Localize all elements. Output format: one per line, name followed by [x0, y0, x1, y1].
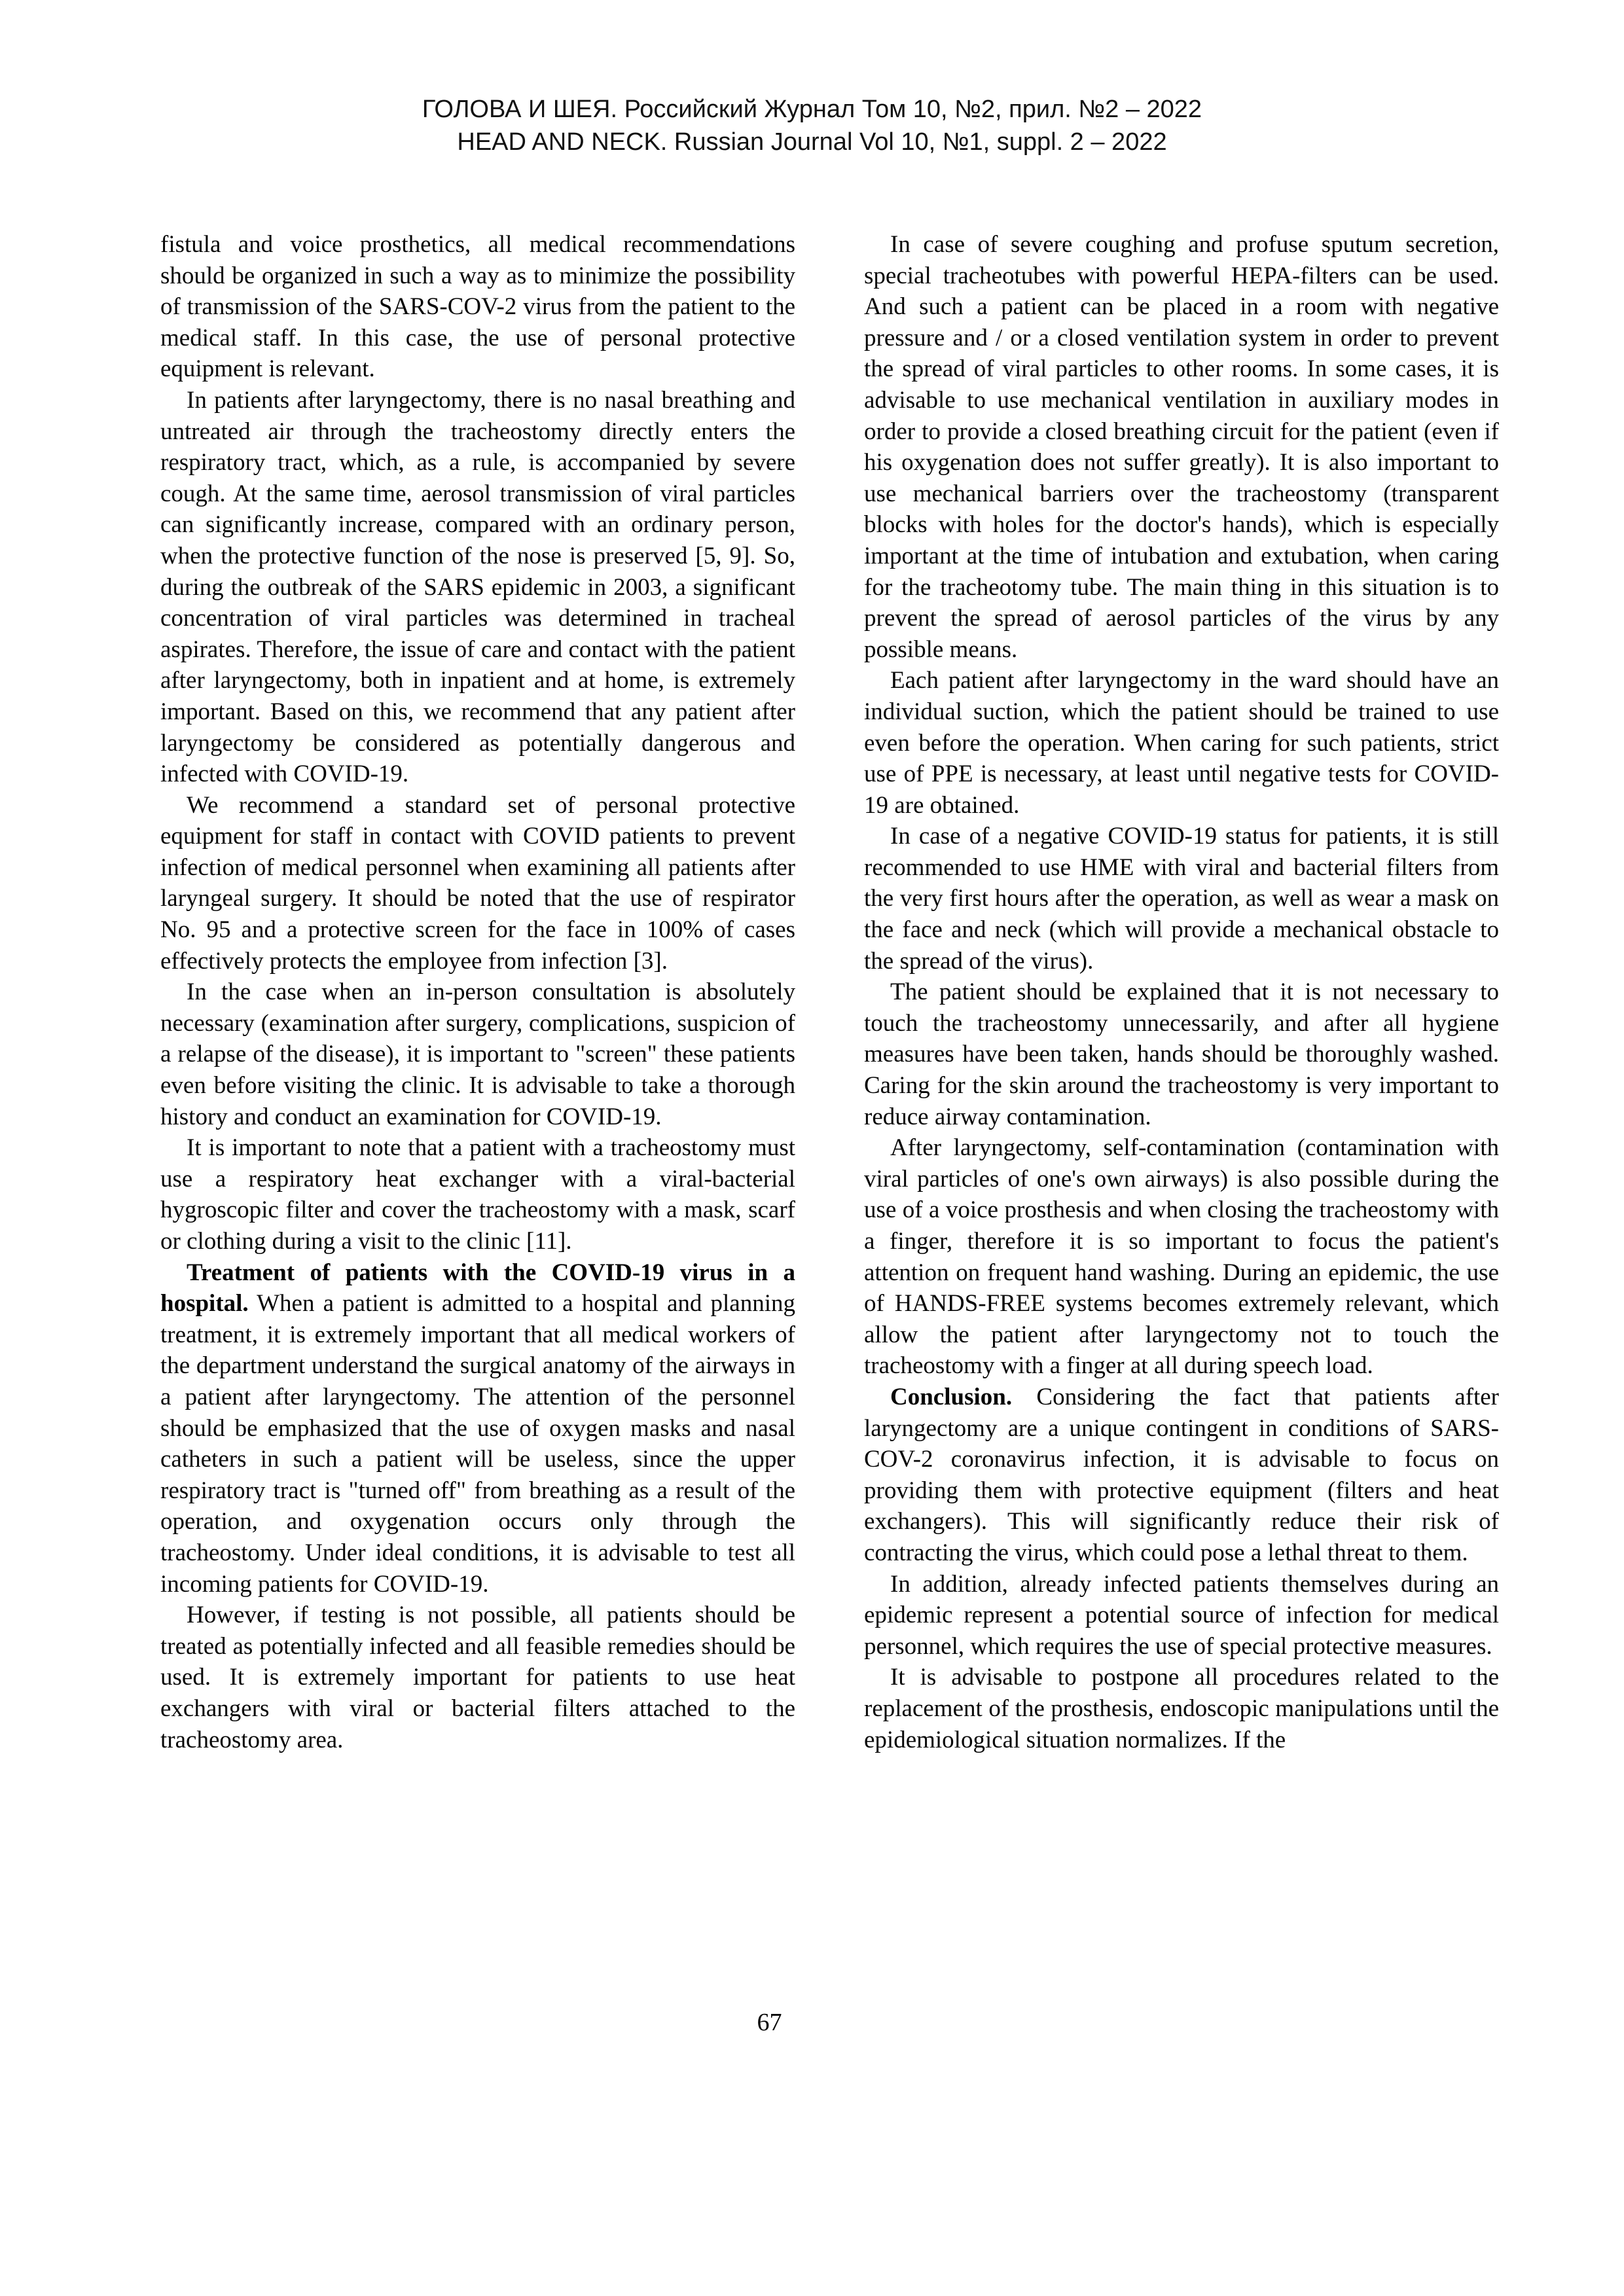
paragraph	[864, 1569, 1499, 1662]
header-line-ru: ГОЛОВА И ШЕЯ. Российский Журнал Том 10, №2, прил. №2 – 2022	[422, 96, 1202, 123]
text-run: Considering the fact that patients after laryngectomy are a unique contingent in conditions of SARS-COV-2 coronavirus infection, it is advisable to focus on providing them with protective equipment (filters and heat exchangers). This will significantly reduce their risk of contracting the virus, which could pose a lethal threat to them.	[864, 1383, 1499, 1566]
paragraph	[864, 1662, 1499, 1755]
text-run: In case of a negative COVID-19 status for patients, it is still recommended to use HME with viral and bacterial filters from the very first hours after the operation, as well as wear a mask on the face and neck (which will provide a mechanical obstacle to the spread of the virus).	[864, 823, 1499, 975]
paragraph	[864, 821, 1499, 977]
text-run: However, if testing is not possible, all patients should be treated as potentially infected and all feasible remedies should be used. It is extremely important for patients to use heat exchangers with viral or bacterial filters attached to the tracheostomy area.	[160, 1602, 795, 1753]
text-run: In addition, already infected patients themselves during an epidemic represent a potential source of infection for medical personnel, which requires the use of special protective measures.	[864, 1570, 1499, 1660]
text-run: After laryngectomy, self-contamination (contamination with viral particles of one's own airways) is also possible during the use of a voice prosthesis and when closing the tracheostomy with a finger, therefore it is so important to focus the patient's attention on frequent hand washing. During an epidemic, the use of HANDS-FREE systems becomes extremely relevant, which allow the patient after laryngectomy not to touch the tracheostomy with a finger at all during speech load.	[864, 1134, 1499, 1380]
text-run: fistula and voice prosthetics, all medical recommendations should be organized in such a way as to minimize the possibility of transmission of the SARS-COV-2 virus from the patient to the medical staff. In this case, the use of personal protective equipment is relevant.	[160, 231, 795, 383]
paragraph	[864, 1382, 1499, 1569]
text-run: Each patient after laryngectomy in the ward should have an individual suction, which the patient should be trained to use even before the operation. When caring for such patients, strict use of PPE is necessary, at least until negative tests for COVID-19 are obtained.	[864, 667, 1499, 819]
text-run: In case of severe coughing and profuse sputum secretion, special tracheotubes with powerful HEPA-filters can be used. And such a patient can be placed in a room with negative pressure and / or a closed ventilation system in order to prevent the spread of viral particles to other rooms. In some cases, it is advisable to use mechanical ventilation in auxiliary modes in order to provide a closed breathing circuit for the patient (even if his oxygenation does not suffer greatly). It is also important to use mechanical barriers over the tracheostomy (transparent blocks with holes for the doctor's hands), which is especially important at the time of intubation and extubation, when caring for the tracheotomy tube. The main thing in this situation is to prevent the spread of aerosol particles of the virus by any possible means.	[864, 231, 1499, 663]
text-run: In patients after laryngectomy, there is no nasal breathing and untreated air through the tracheostomy directly enters the respiratory tract, which, as a rule, is accompanied by severe cough. At the same time, aerosol transmission of viral particles can significantly increase, compared with an ordinary person, when the protective function of the nose is preserved [5, 9]. So, during the outbreak of the SARS epidemic in 2003, a significant concentration of viral particles was determined in tracheal aspirates. Therefore, the issue of care and contact with the patient after laryngectomy, both in inpatient and at home, is extremely important. Based on this, we recommend that any patient after laryngectomy be considered as potentially dangerous and infected with COVID-19.	[160, 386, 795, 788]
journal-header	[0, 93, 1624, 158]
text-run: The patient should be explained that it is not necessary to touch the tracheostomy unnecessarily, and after all hygiene measures have been taken, hands should be thoroughly washed. Caring for the skin around the tracheostomy is very important to reduce airway contamination.	[864, 978, 1499, 1130]
text-run: It is advisable to postpone all procedures related to the replacement of the prosthesis, endoscopic manipulations until the epidemiological situation normalizes. If the	[864, 1664, 1499, 1753]
paragraph	[160, 977, 795, 1132]
text-run: We recommend a standard set of personal protective equipment for staff in contact with COVID patients to prevent infection of medical personnel when examining all patients after laryngeal surgery. It should be noted that the use of respirator No. 95 and a protective screen for the face in 100% of cases effectively protects the employee from infection [3].	[160, 791, 795, 975]
header-line-en: HEAD AND NECK. Russian Journal Vol 10, №1, suppl. 2 – 2022	[457, 128, 1167, 156]
paragraph	[160, 790, 795, 977]
paragraph	[864, 229, 1499, 665]
paragraph	[864, 1132, 1499, 1382]
text-run: It is important to note that a patient with a tracheostomy must use a respiratory heat exchanger with a viral-bacterial hygroscopic filter and cover the tracheostomy with a mask, scarf or clothing during a visit to the clinic [11].	[160, 1134, 795, 1255]
paragraph	[160, 1132, 795, 1257]
paragraph	[864, 665, 1499, 821]
left-column	[160, 229, 795, 1755]
text-run: When a patient is admitted to a hospital and planning treatment, it is extremely important that all medical workers of the department understand the surgical anatomy of the airways in a patient after laryngectomy. The attention of the personnel should be emphasized that the use of oxygen masks and nasal catheters in such a patient will be useless, since the upper respiratory tract is "turned off" from breathing as a result of the operation, and oxygenation occurs only through the tracheostomy. Under ideal conditions, it is advisable to test all incoming patients for COVID-19.	[160, 1290, 795, 1598]
right-column	[864, 229, 1499, 1755]
paragraph	[160, 229, 795, 385]
page-number: 67	[757, 2009, 782, 2036]
paragraph	[160, 1257, 795, 1600]
paragraph	[160, 1600, 795, 1755]
paragraph	[864, 977, 1499, 1132]
bold-run: Conclusion.	[890, 1383, 1013, 1410]
text-run: In the case when an in-person consultation is absolutely necessary (examination after surgery, complications, suspicion of a relapse of the disease), it is important to "screen" these patients even before visiting the clinic. It is advisable to take a thorough history and conduct an examination for COVID-19.	[160, 978, 795, 1130]
bold-run: Treatment of patients with the COVID-19 virus in a hospital.	[160, 1259, 795, 1318]
text-columns	[160, 229, 1499, 1755]
paragraph	[160, 385, 795, 790]
